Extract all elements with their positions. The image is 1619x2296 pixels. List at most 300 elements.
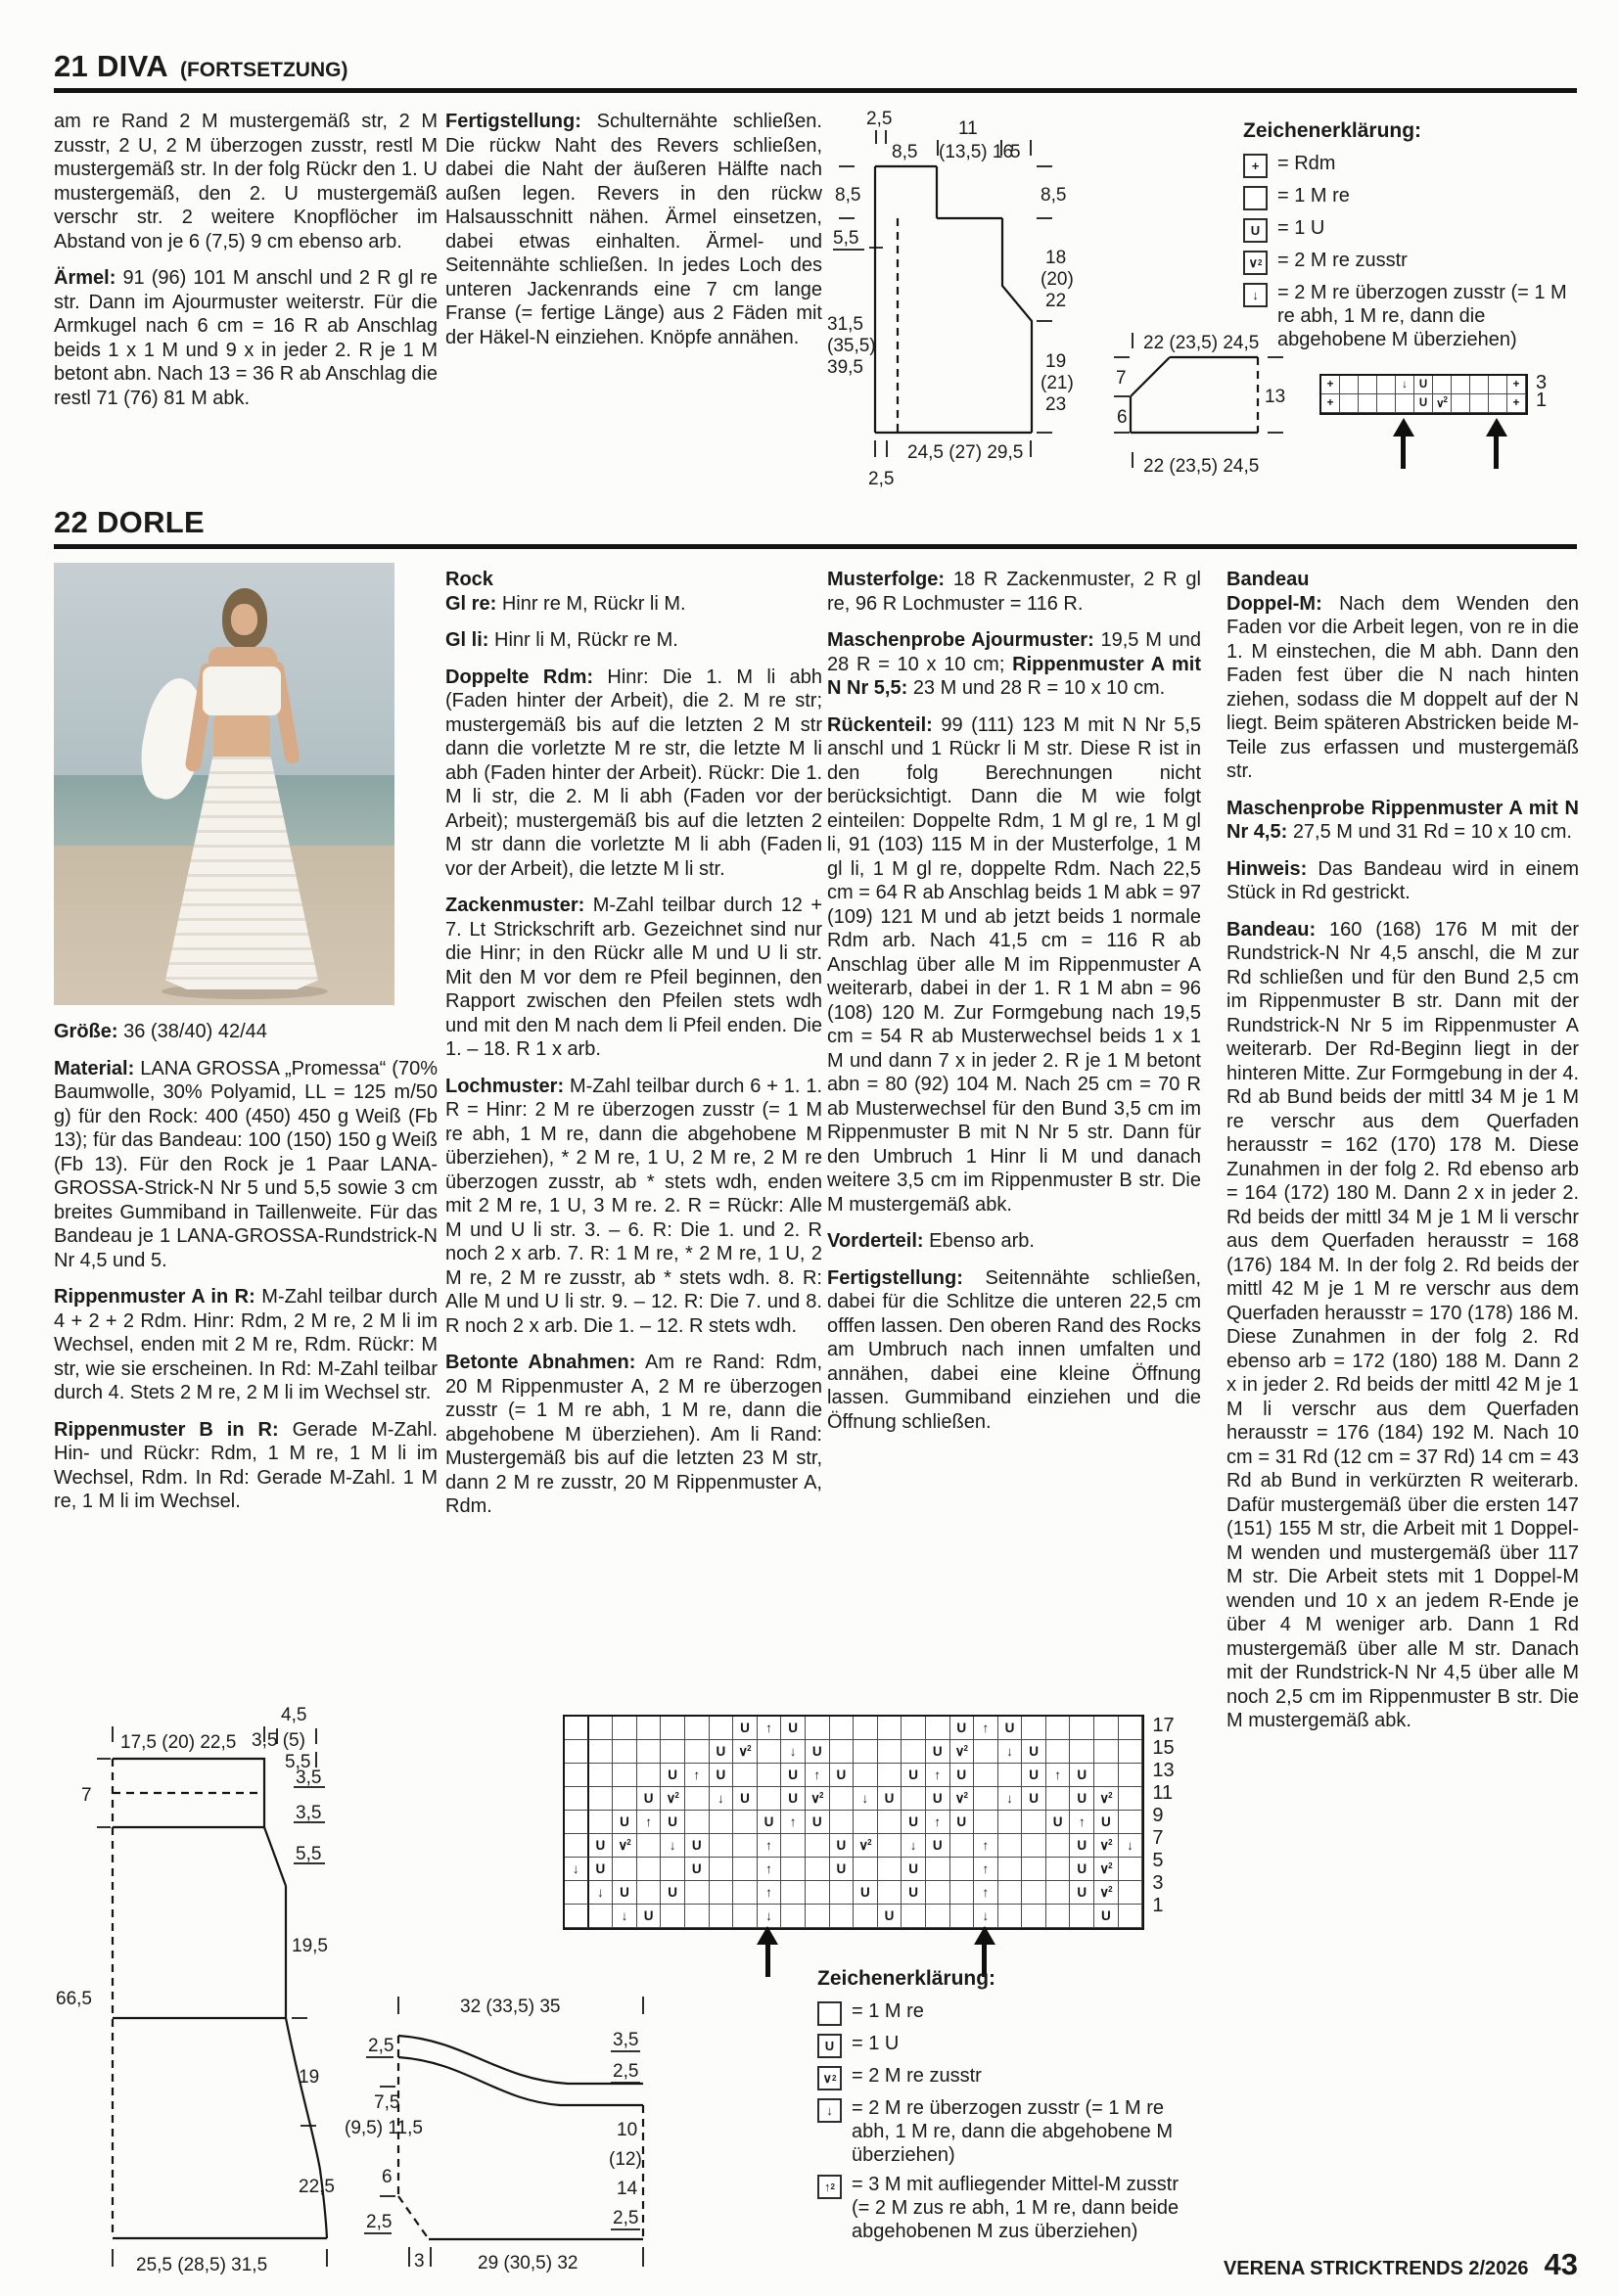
chart-cell: U bbox=[733, 1717, 758, 1740]
stitch-symbol-icon: U bbox=[817, 2034, 842, 2058]
paragraph bbox=[54, 1020, 438, 1044]
legend-item bbox=[1243, 152, 1582, 178]
chart-cell bbox=[1119, 1740, 1143, 1764]
chart-row-labels bbox=[1152, 1715, 1174, 1917]
chart-cell: U bbox=[781, 1717, 806, 1740]
chart-cell: + bbox=[1321, 394, 1340, 413]
chart-cell: U bbox=[1022, 1740, 1046, 1764]
stitch-symbol-icon: ↓ bbox=[1243, 283, 1268, 307]
paragraph-label: Lochmuster: bbox=[445, 1075, 565, 1097]
legend-text: = 1 U bbox=[1277, 217, 1325, 239]
chart-cell: ∨ 2 bbox=[1094, 1834, 1119, 1858]
chart-cell: ↓ bbox=[998, 1740, 1023, 1764]
paragraph bbox=[1226, 918, 1579, 1733]
chart-cell bbox=[878, 1717, 902, 1740]
paragraph-text: 19,5 M und 28 R = 10 x 10 cm; bbox=[827, 629, 1201, 675]
chart-cell bbox=[710, 1858, 734, 1881]
legend-text: = 2 M re überzogen zusstr (= 1 M re abh, 1 M re, dann die abgehobene M überziehen) bbox=[852, 2097, 1174, 2166]
chart-cell bbox=[1470, 376, 1489, 394]
chart-cell bbox=[1119, 1905, 1143, 1928]
chart-row-number: 7 bbox=[1152, 1827, 1164, 1849]
chart-cell: ∨ 2 bbox=[950, 1787, 975, 1811]
chart-cell bbox=[733, 1811, 758, 1834]
paragraph bbox=[445, 1351, 822, 1519]
paragraph-label: Größe: bbox=[54, 1021, 118, 1042]
measure: 3,5 bbox=[613, 2030, 639, 2050]
legend-item bbox=[817, 2173, 1189, 2243]
paragraph bbox=[54, 110, 438, 253]
chart-cell: U bbox=[710, 1740, 734, 1764]
chart-row-number: 5 bbox=[1152, 1850, 1164, 1871]
photo-model-midriff bbox=[213, 715, 270, 760]
chart-cell: + bbox=[1507, 394, 1526, 413]
paragraph-text: Hinr re M, Rückr li M. bbox=[501, 592, 686, 615]
chart-cell bbox=[830, 1717, 855, 1740]
measure: 2,5 bbox=[868, 469, 895, 489]
chart-cell bbox=[565, 1717, 589, 1740]
chart-cell bbox=[926, 1717, 950, 1740]
chart-cell: U bbox=[685, 1858, 710, 1881]
chart-cell bbox=[613, 1740, 637, 1764]
chart-cell bbox=[565, 1834, 589, 1858]
measure: 29 (30,5) 32 bbox=[478, 2253, 578, 2273]
chart-cell: ↓ bbox=[661, 1834, 685, 1858]
measure: 6 bbox=[382, 2167, 393, 2187]
legend-text: = 1 U bbox=[852, 2033, 900, 2054]
section-header-dorle bbox=[54, 505, 205, 540]
chart-cell: ↑ bbox=[758, 1834, 782, 1858]
chart-cell bbox=[854, 1858, 878, 1881]
paragraph bbox=[54, 1057, 438, 1273]
chart-cell: ∨ 2 bbox=[613, 1834, 637, 1858]
rapport-arrow-icon bbox=[1393, 418, 1414, 469]
chart-cell bbox=[1452, 376, 1470, 394]
paragraph bbox=[1226, 797, 1579, 845]
chart-row-number: 3 bbox=[1536, 371, 1548, 393]
chart-cell bbox=[710, 1717, 734, 1740]
chart-cell: ↑ bbox=[1046, 1764, 1071, 1787]
chart-cell bbox=[637, 1858, 662, 1881]
chart-cell: ↑ bbox=[926, 1764, 950, 1787]
measure: 22,5 bbox=[299, 2177, 335, 2197]
measure: 22 (23,5) 24,5 bbox=[1143, 456, 1260, 477]
chart-cell: ∨ 2 bbox=[1094, 1881, 1119, 1905]
chart-cell bbox=[710, 1811, 734, 1834]
chart-row-number: 3 bbox=[1152, 1872, 1164, 1894]
chart-cell bbox=[1489, 376, 1507, 394]
chart-cell: ↓ bbox=[565, 1858, 589, 1881]
chart-cell bbox=[685, 1740, 710, 1764]
measure: (13,5) 16 bbox=[939, 142, 1014, 162]
chart-cell bbox=[854, 1764, 878, 1787]
chart-cell bbox=[998, 1834, 1023, 1858]
chart-cell bbox=[1094, 1740, 1119, 1764]
paragraph-label: Bandeau: bbox=[1226, 918, 1317, 941]
chart-cell bbox=[830, 1905, 855, 1928]
chart-cell bbox=[878, 1858, 902, 1881]
chart-cell: ↓ bbox=[613, 1905, 637, 1928]
paragraph-text: Gerade M-Zahl. Hin- und Rückr: Rdm, 1 M re, 1 M li im Wechsel, Rdm. In Rd: Gerade M-Zahl. 1 M re, 1 M li im Wechsel. bbox=[54, 1418, 438, 1512]
paragraph-text: M-Zahl teilbar durch 4 + 2 + 2 Rdm. Hinr: Rdm, 2 M re, 2 M li im Wechsel, enden mit 2 M re, Rdm. Rückr: M str, wie sie erscheinen. In Rd: M-Zahl teilbar durch 4. Stets 2 M re, 2 M li im Wechsel str. bbox=[54, 1286, 438, 1403]
chart-grid bbox=[563, 1715, 1144, 1930]
photo bbox=[54, 563, 394, 1005]
chart-cell bbox=[974, 1787, 998, 1811]
measure: 3,5 (5) bbox=[252, 1730, 305, 1751]
paragraph-label: Musterfolge: bbox=[827, 569, 945, 590]
photo-knit-bandeau bbox=[203, 666, 281, 715]
chart-cell: ↑ bbox=[685, 1764, 710, 1787]
chart-cell bbox=[685, 1881, 710, 1905]
measure: 32 (33,5) 35 bbox=[460, 1997, 561, 2017]
chart-cell: ↑ bbox=[758, 1881, 782, 1905]
chart-cell bbox=[950, 1905, 975, 1928]
paragraph-label: Zackenmuster: bbox=[445, 895, 585, 916]
chart-cell: ↓ bbox=[902, 1834, 926, 1858]
chart-row-labels bbox=[1536, 371, 1548, 411]
chart-cell: U bbox=[1070, 1834, 1094, 1858]
chart-cell: U bbox=[589, 1834, 614, 1858]
measure: (21) bbox=[1041, 373, 1074, 393]
chart-cell bbox=[1046, 1834, 1071, 1858]
measure: 7 bbox=[81, 1785, 92, 1806]
chart-cell bbox=[902, 1717, 926, 1740]
chart-cell bbox=[1433, 376, 1452, 394]
chart-cell: ↑ bbox=[637, 1811, 662, 1834]
measure: 2,5 bbox=[613, 2061, 639, 2082]
chart-cell bbox=[926, 1881, 950, 1905]
stitch-symbol-icon: ↓ bbox=[817, 2098, 842, 2123]
paragraph bbox=[445, 110, 822, 349]
legend-item bbox=[1243, 281, 1582, 351]
legend-item bbox=[1243, 249, 1582, 275]
chart-cell: U bbox=[1094, 1905, 1119, 1928]
paragraph bbox=[445, 666, 822, 882]
chart-cell bbox=[613, 1858, 637, 1881]
chart-row-number: 1 bbox=[1536, 389, 1548, 411]
chart-cell: U bbox=[613, 1811, 637, 1834]
chart-row-number: 11 bbox=[1152, 1782, 1174, 1804]
chart-cell: U bbox=[661, 1811, 685, 1834]
chart-cell bbox=[613, 1787, 637, 1811]
measure: 8,5 bbox=[1041, 185, 1067, 206]
dorle-legend bbox=[817, 1967, 1189, 2249]
chart-cell bbox=[613, 1717, 637, 1740]
chart-cell bbox=[1359, 394, 1377, 413]
rapport-arrow-icon bbox=[757, 1926, 778, 1977]
paragraph-label: Gl re: bbox=[445, 592, 497, 615]
chart-cell bbox=[1022, 1811, 1046, 1834]
paragraph-label: Doppel-M: bbox=[1226, 592, 1322, 615]
legend-item bbox=[1243, 184, 1582, 210]
chart-cell bbox=[565, 1787, 589, 1811]
paragraph-text: 36 (38/40) 42/44 bbox=[123, 1021, 267, 1042]
chart-row-number: 17 bbox=[1152, 1715, 1175, 1736]
chart-cell: ∨ 2 bbox=[733, 1740, 758, 1764]
measure: 4,5 bbox=[281, 1705, 307, 1725]
measure: 5,5 bbox=[833, 228, 859, 249]
chart-cell bbox=[733, 1834, 758, 1858]
dorle-bandeau-schematic bbox=[345, 1989, 658, 2282]
legend-title: Zeichenerklärung: bbox=[1243, 119, 1422, 142]
dorle-column-2 bbox=[445, 568, 822, 1532]
chart-cell bbox=[878, 1740, 902, 1764]
diva-buttonhole-chart bbox=[1319, 371, 1548, 415]
chart-cell: ∨ 2 bbox=[854, 1834, 878, 1858]
measure: 18 bbox=[1045, 248, 1067, 268]
chart-cell bbox=[1119, 1787, 1143, 1811]
section-header-diva bbox=[54, 49, 347, 84]
legend-item bbox=[817, 2096, 1189, 2167]
paragraph-text: Nach dem Wenden den Faden vor die Arbeit legen, von re in die 1. M einstechen, die M abh. Dann den Faden fest über die N nach hinten ziehen, sodass die M doppelt auf der N liegt. Beim späteren Abstricken beide M-Teile zus erfassen und mustergemäß str. bbox=[1226, 592, 1580, 782]
chart-cell bbox=[1046, 1881, 1071, 1905]
chart-cell: U bbox=[1414, 376, 1433, 394]
chart-cell bbox=[806, 1881, 830, 1905]
chart-cell: U bbox=[710, 1764, 734, 1787]
chart-cell bbox=[710, 1834, 734, 1858]
chart-cell bbox=[1046, 1858, 1071, 1881]
measure: 6 bbox=[1117, 407, 1128, 428]
chart-cell bbox=[781, 1858, 806, 1881]
paragraph-label: Fertigstellung: bbox=[445, 111, 581, 132]
chart-cell: U bbox=[950, 1717, 975, 1740]
chart-cell bbox=[1046, 1717, 1071, 1740]
chart-cell: U bbox=[1414, 394, 1433, 413]
section-rule bbox=[54, 88, 1577, 93]
chart-cell bbox=[565, 1740, 589, 1764]
chart-cell bbox=[878, 1811, 902, 1834]
paragraph bbox=[827, 568, 1201, 616]
paragraph-label: Rock bbox=[445, 569, 493, 590]
paragraph bbox=[827, 628, 1201, 701]
chart-cell bbox=[806, 1834, 830, 1858]
measure: 2,5 bbox=[613, 2208, 639, 2228]
chart-cell: U bbox=[661, 1764, 685, 1787]
chart-cell bbox=[661, 1858, 685, 1881]
measure: 7 bbox=[1116, 368, 1127, 389]
dorle-column-4 bbox=[1226, 568, 1579, 1746]
measure: (20) bbox=[1041, 269, 1074, 290]
paragraph bbox=[445, 592, 822, 617]
paragraph bbox=[445, 568, 822, 592]
chart-cell: U bbox=[806, 1811, 830, 1834]
chart-cell: U bbox=[1094, 1811, 1119, 1834]
chart-cell: ↓ bbox=[974, 1905, 998, 1928]
chart-cell bbox=[1119, 1811, 1143, 1834]
chart-cell bbox=[565, 1905, 589, 1928]
chart-cell bbox=[589, 1811, 614, 1834]
paragraph bbox=[827, 1266, 1201, 1435]
chart-cell: ↑ bbox=[974, 1881, 998, 1905]
paragraph bbox=[54, 1418, 438, 1514]
paragraph-label: Rippenmuster B in R: bbox=[54, 1418, 279, 1441]
paragraph bbox=[445, 628, 822, 653]
chart-cell: ∨ 2 bbox=[661, 1787, 685, 1811]
chart-row-number: 13 bbox=[1152, 1760, 1175, 1781]
section-subtitle: (FORTSETZUNG) bbox=[179, 59, 348, 81]
legend-text: = 2 M re zusstr bbox=[1277, 250, 1408, 271]
chart-cell: ↑ bbox=[758, 1717, 782, 1740]
paragraph bbox=[827, 1229, 1201, 1254]
measure: 2,5 bbox=[866, 109, 893, 129]
lochmuster-chart bbox=[563, 1715, 1175, 1930]
chart-cell: U bbox=[781, 1787, 806, 1811]
legend-text: = 1 M re bbox=[852, 2000, 924, 2022]
measure: 31,5 bbox=[827, 314, 863, 335]
dorle-column-1 bbox=[54, 1020, 438, 1527]
paragraph-text: Hinr: Die 1. M li abh (Faden hinter der Arbeit), die 2. M re str; mustergemäß bis auf die letzten 2 M str dann die vorletzte M re str, die letzte M li abh (Faden hinter der Arbeit). Rückr: Die 1. M li str, die 2. M li abh (Faden vor der Arbeit); mustergemäß bis auf die letzten 2 M str dann die vorletzte M li abh (Faden vor der Arbeit), die letzte M li str. bbox=[445, 666, 823, 880]
chart-cell bbox=[758, 1787, 782, 1811]
chart-cell bbox=[1022, 1717, 1046, 1740]
paragraph-label: Fertigstellung: bbox=[827, 1266, 963, 1289]
chart-cell: ↑ bbox=[974, 1717, 998, 1740]
chart-cell bbox=[733, 1905, 758, 1928]
paragraph-label: Vorderteil: bbox=[827, 1230, 924, 1252]
photo-model-face bbox=[231, 604, 257, 635]
chart-cell bbox=[878, 1834, 902, 1858]
chart-cell bbox=[637, 1764, 662, 1787]
chart-cell: ↑ bbox=[926, 1811, 950, 1834]
chart-cell: U bbox=[1070, 1764, 1094, 1787]
chart-cell bbox=[758, 1764, 782, 1787]
chart-cell: ↑ bbox=[974, 1858, 998, 1881]
chart-cell bbox=[637, 1740, 662, 1764]
chart-grid bbox=[1319, 374, 1528, 415]
measure: 23 bbox=[1045, 394, 1067, 415]
chart-cell: ↓ bbox=[1119, 1834, 1143, 1858]
chart-cell bbox=[806, 1858, 830, 1881]
chart-cell bbox=[1119, 1858, 1143, 1881]
chart-cell bbox=[589, 1764, 614, 1787]
chart-cell bbox=[1094, 1764, 1119, 1787]
legend-item bbox=[817, 1999, 1189, 2026]
chart-cell bbox=[733, 1858, 758, 1881]
chart-cell bbox=[1340, 394, 1359, 413]
chart-cell: ↓ bbox=[710, 1787, 734, 1811]
chart-cell bbox=[637, 1717, 662, 1740]
paragraph bbox=[445, 894, 822, 1062]
measure: 5,5 bbox=[296, 1844, 322, 1864]
paragraph-label: Rippenmuster A in R: bbox=[54, 1286, 255, 1308]
chart-cell bbox=[1070, 1717, 1094, 1740]
chart-cell: U bbox=[733, 1787, 758, 1811]
legend-text: = 2 M re zusstr bbox=[852, 2065, 982, 2087]
paragraph-text: M-Zahl teilbar durch 12 + 7. Lt Strickschrift arb. Gezeichnet sind nur die Hinr; in den Rückr alle M und U li str. Mit den M vor dem re Pfeil beginnen, den Rapport zwischen den Pfeilen stets wdh und mit den M nach dem li Pfeil enden. Die 1. – 18. R 1 x arb. bbox=[445, 895, 822, 1060]
chart-cell: U bbox=[637, 1787, 662, 1811]
chart-cell bbox=[637, 1881, 662, 1905]
chart-cell: U bbox=[902, 1811, 926, 1834]
chart-cell bbox=[1094, 1717, 1119, 1740]
diva-legend bbox=[1243, 119, 1582, 357]
measure: 17,5 (20) 22,5 bbox=[120, 1732, 237, 1753]
chart-cell bbox=[830, 1740, 855, 1764]
chart-cell: U bbox=[998, 1717, 1023, 1740]
chart-cell bbox=[613, 1764, 637, 1787]
dorle-skirt-schematic bbox=[54, 1705, 343, 2282]
chart-cell bbox=[854, 1717, 878, 1740]
paragraph-text: 18 R Zackenmuster, 2 R gl re, 96 R Lochmuster = 116 R. bbox=[827, 569, 1201, 615]
chart-cell bbox=[854, 1905, 878, 1928]
measure: 19 bbox=[299, 2067, 320, 2088]
measure: 10 bbox=[617, 2120, 638, 2140]
chart-cell bbox=[1452, 394, 1470, 413]
chart-cell: U bbox=[1070, 1858, 1094, 1881]
chart-cell bbox=[974, 1764, 998, 1787]
stitch-symbol-icon: ∨ 2 bbox=[1243, 251, 1268, 275]
chart-cell bbox=[589, 1740, 614, 1764]
chart-cell bbox=[565, 1881, 589, 1905]
chart-cell: ↓ bbox=[854, 1787, 878, 1811]
chart-cell: ↓ bbox=[781, 1740, 806, 1764]
chart-cell: U bbox=[830, 1834, 855, 1858]
chart-cell bbox=[1022, 1905, 1046, 1928]
chart-cell bbox=[589, 1905, 614, 1928]
chart-cell: ↓ bbox=[758, 1905, 782, 1928]
measure: 11 bbox=[958, 118, 978, 139]
chart-cell: U bbox=[950, 1764, 975, 1787]
chart-cell: U bbox=[926, 1834, 950, 1858]
chart-cell bbox=[1070, 1740, 1094, 1764]
chart-cell bbox=[661, 1717, 685, 1740]
chart-cell: U bbox=[830, 1858, 855, 1881]
paragraph-label: Gl li: bbox=[445, 629, 489, 651]
chart-cell bbox=[637, 1834, 662, 1858]
chart-cell: ↓ bbox=[1396, 376, 1414, 394]
chart-cell bbox=[1022, 1858, 1046, 1881]
chart-cell bbox=[685, 1787, 710, 1811]
chart-cell bbox=[710, 1905, 734, 1928]
chart-cell: U bbox=[758, 1811, 782, 1834]
stitch-symbol-icon: ∨ 2 bbox=[817, 2066, 842, 2090]
chart-cell: U bbox=[830, 1764, 855, 1787]
measure: 3 bbox=[414, 2251, 425, 2272]
chart-cell bbox=[1022, 1881, 1046, 1905]
chart-cell bbox=[685, 1811, 710, 1834]
chart-cell: ∨ 2 bbox=[1433, 394, 1452, 413]
chart-cell: ↑ bbox=[758, 1858, 782, 1881]
measure: 22 (23,5) 24,5 bbox=[1143, 333, 1260, 353]
chart-cell bbox=[830, 1881, 855, 1905]
paragraph-label: Bandeau bbox=[1226, 569, 1310, 590]
measure: 22 bbox=[1045, 291, 1067, 311]
paragraph-label: Ärmel: bbox=[54, 267, 116, 289]
paragraph-text: Seitennähte schließen, dabei für die Schlitze die unteren 22,5 cm offfen lassen. Den oberen Rand des Rocks am Umbruch nach innen umfalten und annähen, dabei eine kleine Öffnung lassen. Gummiband einziehen und die Öffnung schließen. bbox=[827, 1266, 1202, 1433]
measure: 13 bbox=[1265, 387, 1286, 407]
paragraph bbox=[1226, 592, 1579, 784]
measure: (12) bbox=[609, 2149, 642, 2170]
stitch-symbol-icon bbox=[1243, 186, 1268, 210]
chart-cell bbox=[589, 1787, 614, 1811]
paragraph-text: 99 (111) 123 M mit N Nr 5,5 anschl und 1 Rückr li M str. Diese R ist in den folg Berechnungen nicht berücksichtigt. Dann die M wie folgt einteilen: Doppelte Rdm, 1 M gl re, 1 M gl li, 91 (103) 115 M in der Musterfolge, 1 M gl li, 1 M gl re, doppelte Rdm. Nach 22,5 cm = 64 R ab Anschlag beids 1 M abk = 97 (109) 121 M und ab jetzt beids 1 normale Rdm arb. Nach 41,5 cm = 116 R ab Anschlag über alle M im Rippenmuster A weiterarb, dabei in der 1. R 1 M abn = 96 (108) 120 M. Zur Formgebung nach 19,5 cm = 54 R ab Musterwechsel beids 1 x 1 M und dann 7 x in jeder 2. R je 1 M betont abn = 80 (92) 104 M. Nach 25 cm = 70 R ab Musterwechsel für den Bund 3,5 cm im Rippenmuster B mit N Nr 5 str. Dann für den Umbruch 1 Hinr li M und danach weitere 3,5 cm im Rippenmuster B str. Die M mustergemäß abk. bbox=[827, 713, 1201, 1216]
measure: 8,5 bbox=[835, 185, 861, 206]
chart-cell: U bbox=[1022, 1787, 1046, 1811]
chart-rapport-arrows bbox=[1319, 418, 1528, 479]
measure: 39,5 bbox=[827, 357, 863, 378]
chart-cell bbox=[1022, 1834, 1046, 1858]
chart-cell: ∨ 2 bbox=[1094, 1787, 1119, 1811]
chart-cell bbox=[1377, 376, 1396, 394]
legend-text: = 1 M re bbox=[1277, 185, 1350, 207]
paragraph-label: Maschenprobe Ajourmuster: bbox=[827, 629, 1094, 651]
diva-column-1 bbox=[54, 110, 438, 423]
chart-cell: U bbox=[637, 1905, 662, 1928]
chart-cell bbox=[685, 1717, 710, 1740]
measure: 66,5 bbox=[56, 1989, 92, 2009]
chart-cell bbox=[998, 1905, 1023, 1928]
measure: 3,5 bbox=[296, 1768, 322, 1788]
chart-cell: ↑ bbox=[1070, 1811, 1094, 1834]
paragraph-text: Am re Rand: Rdm, 20 M Rippenmuster A, 2 M re überzogen zusstr (= 1 M re abh, 1 M re, dann die abgehobene M überziehen). Am li Rand: Mustergemäß bis auf die letzten 23 M str, dann 2 M re zusstr, 20 M Rippenmuster A, Rdm. bbox=[445, 1352, 823, 1517]
chart-cell: U bbox=[806, 1740, 830, 1764]
